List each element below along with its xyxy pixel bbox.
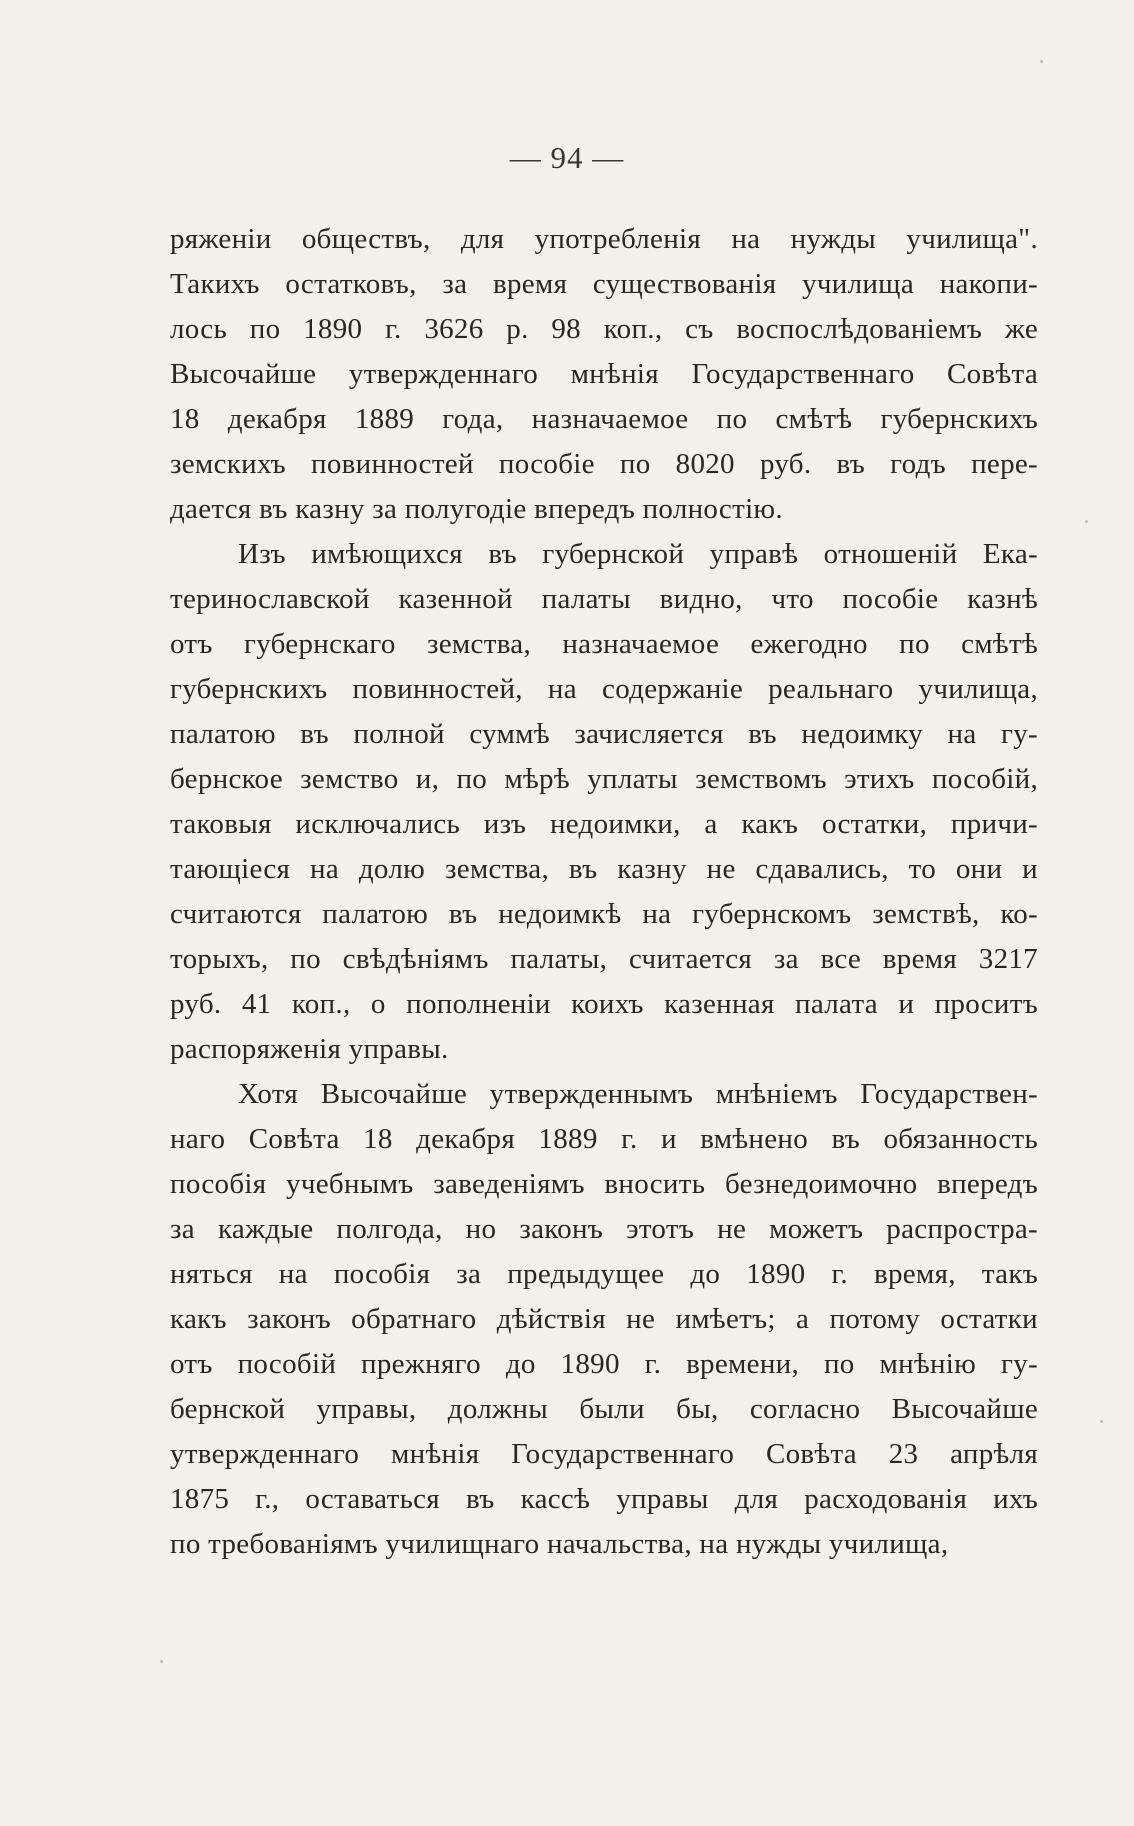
text-line: губернскихъ повинностей, на содержаніе реальнаго училища,	[170, 673, 1038, 705]
text-line: руб. 41 коп., о пополненіи коихъ казенная палата и проситъ	[170, 988, 1038, 1020]
text-line: тающіеся на долю земства, въ казну не сдавались, то они и	[170, 853, 1038, 885]
text-line: теринославской казенной палаты видно, что пособіе казнѣ	[170, 583, 1038, 615]
paper-speck	[1100, 1420, 1103, 1423]
text-line: отъ губернскаго земства, назначаемое ежегодно по смѣтѣ	[170, 628, 1038, 660]
text-line: Высочайше утвержденнаго мнѣнія Государственнаго Совѣта	[170, 358, 1038, 390]
text-line: Изъ имѣющихся въ губернской управѣ отношеній Ека-	[238, 538, 1038, 570]
paragraph	[170, 1072, 1038, 1567]
text-line: Такихъ остатковъ, за время существованія училища накопи-	[170, 268, 1038, 300]
text-line: 18 декабря 1889 года, назначаемое по смѣтѣ губернскихъ	[170, 403, 1038, 435]
text-line: бернское земство и, по мѣрѣ уплаты земствомъ этихъ пособій,	[170, 763, 1038, 795]
text-line: наго Совѣта 18 декабря 1889 г. и вмѣнено въ обязанность	[170, 1123, 1038, 1155]
text-line: няться на пособія за предыдущее до 1890 г. время, такъ	[170, 1258, 1038, 1290]
paragraph	[170, 217, 1038, 532]
text-line: за каждые полгода, но законъ этотъ не можетъ распростра-	[170, 1213, 1038, 1245]
text-line: торыхъ, по свѣдѣніямъ палаты, считается за все время 3217	[170, 943, 1038, 975]
text-line: отъ пособій прежняго до 1890 г. времени, по мнѣнію гу-	[170, 1348, 1038, 1380]
page-number: — 94 —	[509, 140, 625, 175]
text-line: 1875 г., оставаться въ кассѣ управы для расходованія ихъ	[170, 1483, 1038, 1515]
text-line: по требованіямъ училищнаго начальства, на нужды училища,	[170, 1528, 949, 1560]
body-text	[170, 217, 1038, 1567]
paper-speck	[1085, 520, 1088, 523]
text-line: пособія учебнымъ заведеніямъ вносить безнедоимочно впередъ	[170, 1168, 1038, 1200]
text-line: дается въ казну за полугодіе впередъ полностію.	[170, 493, 783, 525]
text-line: считаются палатою въ недоимкѣ на губернскомъ земствѣ, ко-	[170, 898, 1038, 930]
text-line: распоряженія управы.	[170, 1033, 449, 1065]
text-line: ряженіи обществъ, для употребленія на нужды училища".	[170, 223, 1038, 255]
text-line: Хотя Высочайше утвержденнымъ мнѣніемъ Государствен-	[238, 1078, 1038, 1110]
text-line: лось по 1890 г. 3626 р. 98 коп., съ воспослѣдованіемъ же	[170, 313, 1038, 345]
text-line: бернской управы, должны были бы, согласно Высочайше	[170, 1393, 1038, 1425]
paragraph	[170, 532, 1038, 1072]
text-line: утвержденнаго мнѣнія Государственнаго Совѣта 23 апрѣля	[170, 1438, 1038, 1470]
paper-speck	[1040, 60, 1043, 63]
text-line: какъ законъ обратнаго дѣйствія не имѣетъ; а потому остатки	[170, 1303, 1038, 1335]
paper-speck	[160, 1660, 163, 1663]
text-line: земскихъ повинностей пособіе по 8020 руб. въ годъ пере-	[170, 448, 1038, 480]
text-line: палатою въ полной суммѣ зачисляется въ недоимку на гу-	[170, 718, 1038, 750]
text-line: таковыя исключались изъ недоимки, а какъ остатки, причи-	[170, 808, 1038, 840]
